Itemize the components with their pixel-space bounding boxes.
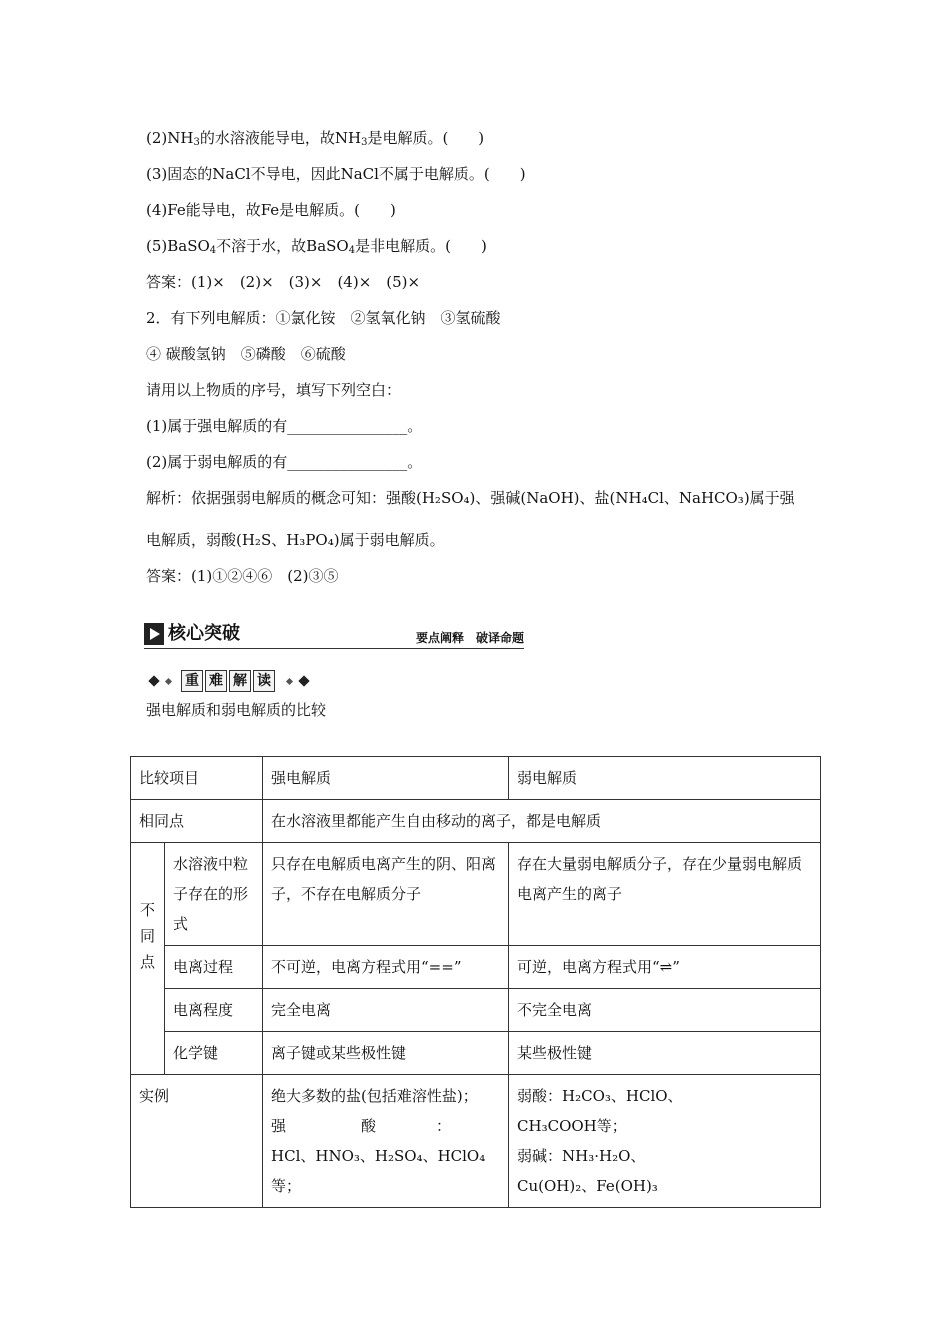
table-cell: 完全电离	[263, 989, 509, 1032]
small-diamond-icon	[165, 677, 172, 684]
q2-text-b: 的水溶液能导电，故NH	[199, 129, 362, 147]
diamond-icon	[298, 675, 309, 686]
question-4: (4)Fe能导电，故Fe是电解质。( )	[146, 201, 396, 219]
item-2-prompt: 请用以上物质的序号，填写下列空白：	[146, 381, 402, 399]
subsection-header	[146, 670, 312, 692]
table-cell	[509, 1075, 821, 1208]
vertical-label: 不 同 点	[139, 901, 155, 971]
q5-subscript-b: 4	[348, 245, 356, 256]
row-group-label	[131, 843, 165, 1075]
table-row	[131, 1032, 821, 1075]
q2-text-a: (2)NH	[146, 129, 194, 147]
table-row	[131, 946, 821, 989]
table-cell: 存在大量弱电解质分子，存在少量弱电解质电离产生的离子	[509, 843, 821, 946]
small-diamond-icon	[286, 677, 293, 684]
table-cell: 不可逆，电离方程式用“==”	[263, 946, 509, 989]
header-cell: 强电解质	[263, 757, 509, 800]
row-label: 水溶液中粒子存在的形式	[165, 843, 263, 946]
q5-text-a: (5)BaSO	[146, 237, 210, 255]
q5-text-b: 不溶于水，故BaSO	[216, 237, 349, 255]
table-header-row	[131, 757, 821, 800]
section-title: 核心突破	[168, 623, 240, 644]
diamond-icon	[148, 675, 159, 686]
row-label: 相同点	[131, 800, 263, 843]
table-caption: 强电解质和弱电解质的比较	[146, 701, 327, 719]
play-arrow-icon	[144, 623, 164, 645]
subsection-char: 重	[181, 670, 203, 692]
subsection-char: 读	[253, 670, 275, 692]
header-cell: 比较项目	[131, 757, 263, 800]
example-line: 强 酸 ：	[271, 1117, 452, 1135]
header-cell: 弱电解质	[509, 757, 821, 800]
q2-subscript-a: 3	[193, 137, 200, 148]
table-row	[131, 843, 821, 946]
analysis-line-2: 电解质，弱酸(H₂S、H₃PO₄)属于弱电解质。	[146, 531, 445, 549]
subsection-title	[181, 670, 277, 692]
section-subtitle: 要点阐释 破译命题	[415, 631, 524, 645]
table-cell: 离子键或某些极性键	[263, 1032, 509, 1075]
example-line: CH₃COOH等；	[517, 1117, 627, 1135]
question-5	[146, 236, 487, 261]
fill-blank-2: (2)属于弱电解质的有________________。	[146, 453, 423, 471]
table-cell: 不完全电离	[509, 989, 821, 1032]
table-cell: 只存在电解质电离产生的阴、阳离子，不存在电解质分子	[263, 843, 509, 946]
row-label: 电离过程	[165, 946, 263, 989]
row-label: 电离程度	[165, 989, 263, 1032]
example-line: HCl、HNO₃、H₂SO₄、HClO₄等；	[271, 1147, 486, 1195]
item-2-line-2: ④ 碳酸氢钠 ⑤磷酸 ⑥硫酸	[146, 345, 346, 363]
table-cell: 某些极性键	[509, 1032, 821, 1075]
answer-1: 答案：(1)× (2)× (3)× (4)× (5)×	[146, 273, 421, 291]
subsection-char: 难	[205, 670, 227, 692]
example-line: Cu(OH)₂、Fe(OH)₃	[517, 1177, 658, 1195]
question-2	[146, 128, 484, 153]
q5-text-c: 是非电解质。( )	[355, 237, 487, 255]
q2-subscript-b: 3	[361, 137, 368, 148]
table-cell: 可逆，电离方程式用“⇌”	[509, 946, 821, 989]
q5-subscript-a: 4	[209, 245, 217, 256]
question-3: (3)固态的NaCl不导电，因此NaCl不属于电解质。( )	[146, 165, 526, 183]
table-row	[131, 800, 821, 843]
section-header	[144, 622, 524, 649]
item-2-line-1: 2．有下列电解质：①氯化铵 ②氢氧化钠 ③氢硫酸	[146, 309, 501, 327]
subsection-char: 解	[229, 670, 251, 692]
example-line: 绝大多数的盐(包括难溶性盐)；	[271, 1087, 478, 1105]
analysis-line-1: 解析：依据强弱电解质的概念可知：强酸(H₂SO₄)、强碱(NaOH)、盐(NH₄Cl、NaHCO₃)属于强	[146, 489, 795, 507]
table-cell: 在水溶液里都能产生自由移动的离子，都是电解质	[263, 800, 821, 843]
example-line: 弱碱：NH₃·H₂O、	[517, 1147, 646, 1165]
example-line: 弱酸：H₂CO₃、HClO、	[517, 1087, 683, 1105]
comparison-table	[130, 756, 821, 1208]
fill-blank-1: (1)属于强电解质的有________________。	[146, 417, 423, 435]
row-label: 化学键	[165, 1032, 263, 1075]
table-row	[131, 1075, 821, 1208]
table-row	[131, 989, 821, 1032]
answer-2: 答案：(1)①②④⑥ (2)③⑤	[146, 567, 339, 585]
table-cell	[263, 1075, 509, 1208]
row-label: 实例	[131, 1075, 263, 1208]
q2-text-c: 是电解质。( )	[367, 129, 485, 147]
